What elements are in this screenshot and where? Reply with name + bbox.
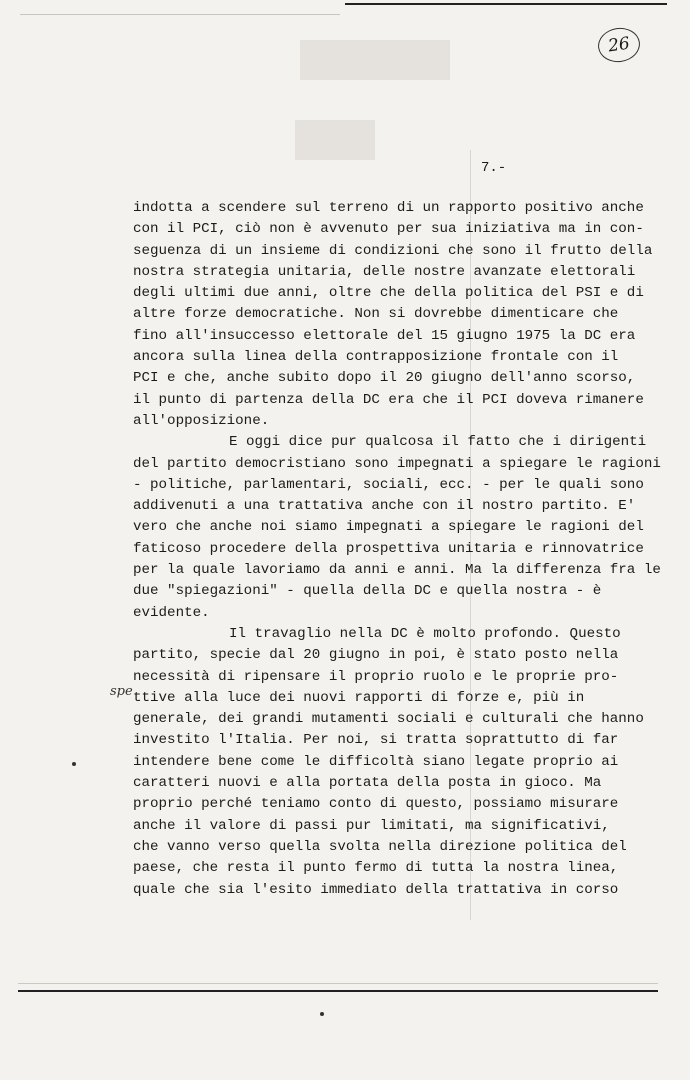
body-text xyxy=(133,198,661,901)
top-rule xyxy=(345,3,667,5)
text-line: indotta a scendere sul terreno di un rapporto positivo anche xyxy=(133,200,644,216)
bottom-rule xyxy=(18,990,658,992)
text-line: addivenuti a una trattativa anche con il nostro partito. E' xyxy=(133,498,636,515)
text-line: degli ultimi due anni, oltre che della politica del PSI e di xyxy=(133,285,644,302)
paragraph xyxy=(133,432,661,624)
text-line: PCI e che, anche subito dopo il 20 giugno dell'anno scorso, xyxy=(133,370,636,387)
top-rule-faint xyxy=(20,14,340,15)
text-line: nostra strategia unitaria, delle nostre avanzate elettorali xyxy=(133,263,636,280)
text-line: caratteri nuovi e alla portata della posta in gioco. Ma xyxy=(133,775,602,792)
handwritten-correction: spe xyxy=(110,684,133,699)
text-line: evidente. xyxy=(133,604,210,621)
text-line: all'opposizione. xyxy=(133,412,270,429)
text-line: generale, dei grandi mutamenti sociali e culturali che hanno xyxy=(133,711,644,728)
text-line: vero che anche noi siamo impegnati a spiegare le ragioni del xyxy=(133,519,644,536)
speck xyxy=(72,762,76,766)
text-line: E oggi dice pur qualcosa il fatto che i dirigenti xyxy=(229,434,647,451)
text-line: che vanno verso quella svolta nella direzione politica del xyxy=(133,838,627,855)
text-line: il punto di partenza della DC era che il PCI doveva rimanere xyxy=(133,391,644,408)
text-line: quale che sia l'esito immediato della trattativa in corso xyxy=(133,881,619,898)
text-line: fino all'insuccesso elettorale del 15 giugno 1975 la DC era xyxy=(133,327,636,344)
page-stamp xyxy=(596,25,642,65)
text-line: proprio perché teniamo conto di questo, possiamo misurare xyxy=(133,796,619,813)
speck xyxy=(320,1012,324,1016)
paragraph xyxy=(133,624,653,901)
text-line: seguenza di un insieme di condizioni che sono il frutto della xyxy=(133,242,653,259)
bleed-through-smudge xyxy=(295,120,375,160)
text-line: - politiche, parlamentari, sociali, ecc. - per le quali sono xyxy=(133,476,644,493)
text-line: anche il valore di passi pur limitati, ma significativi, xyxy=(133,817,610,834)
text-line: ttive alla luce dei nuovi rapporti di forze e, più in xyxy=(133,689,585,706)
text-line: necessità di ripensare il proprio ruolo e le proprie pro- xyxy=(133,668,619,685)
text-line: con il PCI, ciò non è avvenuto per sua iniziativa ma in con- xyxy=(133,221,644,238)
page-number: 7.- xyxy=(481,160,507,176)
text-line: del partito democristiano sono impegnati a spiegare le ragioni xyxy=(133,455,661,472)
text-line: altre forze democratiche. Non si dovrebbe dimenticare che xyxy=(133,306,619,323)
text-line: intendere bene come le difficoltà siano legate proprio ai xyxy=(133,753,619,770)
text-line: per la quale lavoriamo da anni e anni. Ma la differenza fra le xyxy=(133,562,661,579)
text-line: investito l'Italia. Per noi, si tratta soprattutto di far xyxy=(133,732,619,749)
text-line: due "spiegazioni" - quella della DC e quella nostra - è xyxy=(133,583,602,600)
text-line: faticoso procedere della prospettiva unitaria e rinnovatrice xyxy=(133,540,644,557)
text-line: ancora sulla linea della contrapposizione frontale con il xyxy=(133,349,619,366)
bleed-through-smudge xyxy=(300,40,450,80)
stamp-number: 26 xyxy=(606,33,632,57)
bottom-rule-faint xyxy=(18,983,658,984)
text-line: partito, specie dal 20 giugno in poi, è stato posto nella xyxy=(133,647,619,664)
text-line: paese, che resta il punto fermo di tutta la nostra linea, xyxy=(133,860,619,877)
paragraph xyxy=(133,198,653,432)
text-line: Il travaglio nella DC è molto profondo. Questo xyxy=(229,625,621,642)
